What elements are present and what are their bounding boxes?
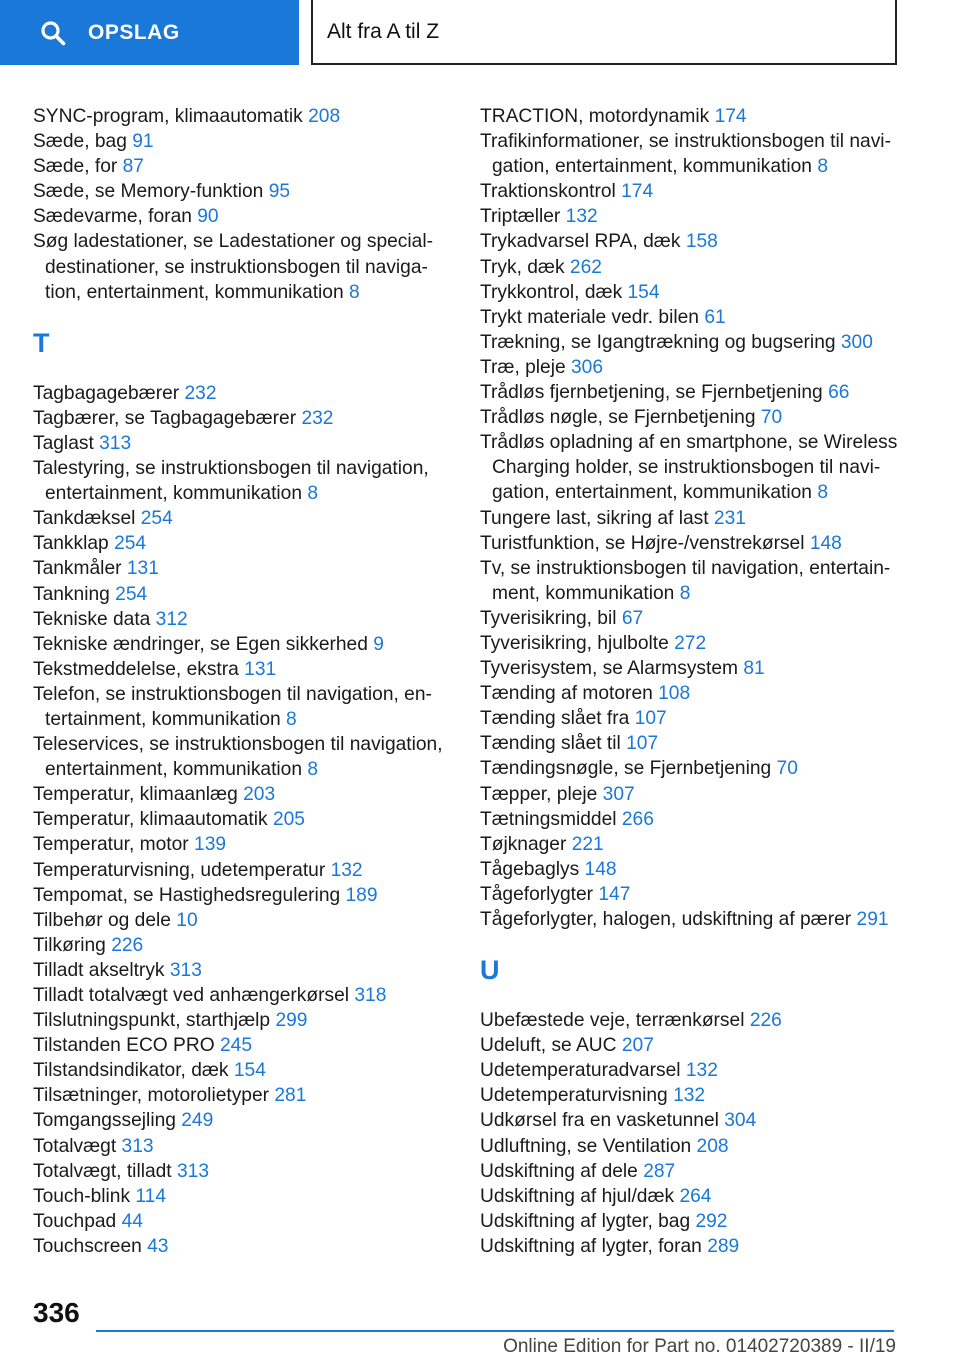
index-entry-text: Sæde, se Memory-funktion [33,181,264,203]
index-entry [33,958,448,983]
index-entry-text: Tagbærer, se Tagbagagebærer [33,407,297,429]
index-entry-text: Tagbagagebærer [33,382,180,404]
index-entry-text: Tankning [33,583,110,605]
page-link[interactable]: 95 [268,181,291,203]
page-link[interactable]: 131 [244,658,277,680]
page-link[interactable]: 291 [856,909,889,930]
index-entry-text: Trådløs opladning af en smartphone, se Wireless Charging holder, se instruktionsbogen til navigation, entertainment, kommunikation [480,432,898,504]
page-link[interactable]: 266 [621,808,654,830]
page-link[interactable]: 299 [275,1010,308,1032]
page-link[interactable]: 10 [176,909,198,931]
page-link[interactable]: 8 [286,708,297,730]
index-entry-text: Trådløs fjernbetjening, se Fjernbetjening [480,382,823,404]
index-entry [480,857,900,882]
index-entry-text: Tekniske data [33,608,151,630]
index-entry [480,606,900,631]
index-entry-text: Tøjknager [480,833,567,855]
index-entry [33,983,448,1008]
index-entry [33,607,448,632]
index-entry-text: Triptæller [480,206,561,228]
index-entry-text: Sæde, for [33,156,118,178]
index-entry [33,657,448,682]
index-entry-text: Touchpad [33,1210,117,1232]
page-link[interactable]: 148 [809,532,842,554]
page-link[interactable]: 313 [121,1135,154,1157]
index-entry-text: Sædevarme, foran [33,206,192,228]
index-entry-text: Udskiftning af lygter, bag [480,1210,691,1232]
index-entry [33,732,448,782]
page-link[interactable]: 289 [707,1235,740,1257]
index-entry-text: SYNC-program, klimaautomatik [33,106,303,127]
lookup-tab[interactable] [0,0,299,65]
index-entry-text: Tilsætninger, motorolietyper [33,1085,270,1107]
index-entry-text: Tågeforlygter, halogen, udskiftning af pærer [480,909,852,930]
page-link[interactable]: 91 [132,131,154,153]
index-entry [33,179,448,204]
page-link[interactable]: 254 [115,583,148,605]
index-entry-text: Udetemperaturvisning [480,1085,668,1107]
index-entry-text: Tilslutningspunkt, starthjælp [33,1010,271,1032]
index-entry [33,104,448,129]
index-entry-text: Tågebaglys [480,858,580,880]
index-entry-text: Touch-blink [33,1185,131,1207]
index-entry [33,858,448,883]
index-entry [33,1209,448,1234]
index-entry [480,882,900,907]
page-link[interactable]: 132 [673,1085,706,1107]
index-entry [480,1159,900,1184]
search-icon [40,20,66,46]
index-entry [33,782,448,807]
index-entry [480,631,900,656]
index-entry-text: Tænding slået fra [480,708,630,730]
page-link[interactable]: 264 [679,1185,712,1207]
index-entry-text: Tekniske ændringer, se Egen sikkerhed [33,633,368,655]
index-entry-text: Udskiftning af lygter, foran [480,1235,702,1257]
index-entry-text: Tilladt akseltryk [33,959,165,981]
index-entry [480,907,900,932]
index-entry [480,1033,900,1058]
index-entry [480,1234,900,1259]
page-link[interactable]: 107 [634,708,667,730]
page-link[interactable]: 174 [621,181,654,203]
index-entry-text: Turistfunktion, se Højre-/venstrekørsel [480,532,805,554]
index-entry [480,832,900,857]
page-link[interactable]: 61 [704,306,726,328]
index-entry [480,430,900,505]
index-entry-text: Tyverisikring, hjulbolte [480,632,669,654]
index-entry [33,908,448,933]
index-entry-text: Tilstandsindikator, dæk [33,1060,229,1082]
page-link[interactable]: 154 [627,281,660,303]
page-link[interactable]: 139 [194,834,227,856]
page-link[interactable]: 90 [197,206,219,228]
index-entry [480,656,900,681]
index-entry-text: Tilkøring [33,934,106,956]
index-entry [33,632,448,657]
page-link[interactable]: 9 [373,633,384,655]
index-entry [33,1184,448,1209]
page-link[interactable]: 8 [817,482,828,504]
page-link[interactable]: 70 [760,407,783,429]
page-link[interactable]: 207 [621,1035,654,1057]
index-entry-text: Tilladt totalvægt ved anhængerkørsel [33,985,350,1006]
index-entry-text: Trykkontrol, dæk [480,281,623,303]
index-entry [33,381,448,406]
index-entry [480,129,900,179]
index-entry-text: TRACTION, motordynamik [480,106,710,127]
page-link[interactable]: 262 [569,256,602,278]
index-letter-heading: U [480,955,500,986]
section-header [311,0,897,65]
index-entry [33,456,448,506]
index-entry-text: Temperatur, klimaautomatik [33,809,268,831]
index-entry [33,1108,448,1133]
page-link[interactable]: 67 [621,607,644,629]
page-link[interactable]: 107 [626,733,659,755]
index-entry [480,531,900,556]
index-entry [33,933,448,958]
index-entry [33,832,448,857]
page-link[interactable]: 66 [828,382,850,404]
index-entry-text: Taglast [33,432,94,454]
page-link[interactable]: 292 [695,1210,728,1232]
index-entry [480,756,900,781]
index-entry [480,556,900,606]
page-link[interactable]: 313 [99,432,132,454]
page-link[interactable]: 281 [274,1085,307,1107]
index-entry [480,1184,900,1209]
page-link[interactable]: 81 [743,658,765,680]
page-link[interactable]: 226 [749,1010,782,1032]
index-entry [480,204,900,229]
index-entry [480,1108,900,1133]
page-link[interactable]: 43 [147,1235,169,1257]
index-entry-text: Tankdæksel [33,508,136,530]
index-entry-text: Talestyring, se instruktionsbogen til navigation, entertainment, kommunikation [33,458,429,505]
index-entry [33,229,448,304]
index-entry [480,1209,900,1234]
index-entry-text: Tekstmeddelelse, ekstra [33,658,239,680]
index-entry-text: Udkørsel fra en vasketunnel [480,1110,719,1132]
index-entry-text: Tyverisikring, bil [480,607,617,629]
index-entry [33,1033,448,1058]
index-entry [480,104,900,129]
index-entry-text: Totalvægt, tilladt [33,1160,172,1182]
index-entry-text: Tv, se instruktionsbogen til navigation, entertainment, kommunikation [480,557,891,604]
page-link[interactable]: 131 [126,558,159,580]
page-link[interactable]: 8 [348,281,360,303]
page-link[interactable]: 231 [713,507,746,529]
index-entry [33,582,448,607]
index-entry [33,129,448,154]
index-entry-text: Tætningsmiddel [480,808,617,830]
index-entry [480,506,900,531]
index-entry-text: Tankmåler [33,558,122,580]
page-link[interactable]: 132 [685,1060,718,1082]
footer-divider [96,1330,894,1332]
page-link[interactable]: 287 [643,1160,676,1182]
index-entry [480,330,900,355]
index-entry [33,204,448,229]
index-entry [33,556,448,581]
index-entry-text: Trykadvarsel RPA, dæk [480,231,681,253]
page-link[interactable]: 232 [184,382,217,404]
page-link[interactable]: 205 [272,809,305,831]
index-entry [480,1058,900,1083]
page-link[interactable]: 221 [571,833,604,855]
index-entry [33,1134,448,1159]
index-entry [480,731,900,756]
index-entry-text: Touchscreen [33,1235,142,1257]
page-link[interactable]: 189 [345,884,378,906]
index-entry-text: Udskiftning af dele [480,1160,638,1182]
index-entry [33,1008,448,1033]
page-link[interactable]: 232 [301,407,334,429]
page-link[interactable]: 8 [679,582,691,604]
page-link[interactable]: 70 [776,758,798,780]
index-entry-text: Tungere last, sikring af last [480,507,709,529]
index-entry-text: Temperaturvisning, udetemperatur [33,859,326,881]
page-link[interactable]: 87 [122,156,144,178]
page-link[interactable]: 148 [584,858,617,880]
index-entry [480,1083,900,1108]
index-column-left [33,104,448,1259]
index-entry-text: Trykt materiale vedr. bilen [480,306,699,328]
page-link[interactable]: 254 [114,533,147,555]
index-entry-text: Træ, pleje [480,356,566,378]
index-entry-text: Tænding slået til [480,733,621,755]
index-entry [33,1159,448,1184]
index-entry-text: Udskiftning af hjul/dæk [480,1185,675,1207]
page-link[interactable]: 8 [817,156,828,178]
index-entry-text: Tænding af motoren [480,683,653,705]
index-entry-text: Temperatur, klimaanlæg [33,784,238,806]
page-link[interactable]: 8 [307,483,319,505]
page-link[interactable]: 158 [685,231,718,253]
page-link[interactable]: 44 [121,1210,143,1232]
index-entry [33,1058,448,1083]
index-entry-text: Tomgangssejling [33,1110,176,1132]
page-link[interactable]: 114 [135,1185,166,1207]
index-entry-text: Udetemperaturadvarsel [480,1060,681,1082]
index-entry-text: Tilstanden ECO PRO [33,1035,215,1057]
section-title: Alt fra A til Z [327,19,440,43]
index-entry-text: Temperatur, motor [33,834,189,856]
index-entry-text: Ubefæstede veje, terrænkørsel [480,1010,745,1032]
index-entry [33,531,448,556]
index-entry [33,506,448,531]
index-entry [33,682,448,732]
index-entry-text: Trækning, se Igangtrækning og bugsering [480,331,836,353]
page-number: 336 [33,1297,80,1328]
page-link[interactable]: 208 [308,106,341,127]
index-entry [480,1134,900,1159]
index-entry-text: Trafikinformationer, se instruktionsbogen til navigation, entertainment, kommunikation [480,131,891,178]
page-link[interactable]: 147 [598,883,631,905]
index-entry-text: Udeluft, se AUC [480,1035,617,1057]
page-link[interactable]: 132 [330,859,363,881]
index-entry [480,1008,900,1033]
page-link[interactable]: 300 [840,331,873,353]
index-entry [480,782,900,807]
index-entry [480,179,900,204]
page-link[interactable]: 108 [658,683,691,705]
index-entry [33,154,448,179]
page-link[interactable]: 304 [724,1110,757,1132]
index-entry [33,1234,448,1259]
index-entry [480,380,900,405]
index-entry-text: Tågeforlygter [480,883,594,905]
index-entry [33,431,448,456]
index-entry-text: Teleservices, se instruktionsbogen til navigation, entertainment, kommunikation [33,734,443,781]
index-entry-text: Udluftning, se Ventilation [480,1135,692,1157]
index-entry [480,706,900,731]
index-entry-text: Tempomat, se Hastighedsregulering [33,884,341,906]
edition-note: Online Edition for Part no. 01402720389 - II/19 [503,1336,896,1357]
page-link[interactable]: 313 [176,1160,209,1182]
index-entry [33,1083,448,1108]
page-link[interactable]: 226 [111,934,144,956]
page-link[interactable]: 154 [233,1060,266,1082]
index-entry [33,406,448,431]
index-entry-text: Sæde, bag [33,131,127,153]
page-link[interactable]: 306 [571,356,604,378]
index-entry [33,807,448,832]
lookup-tab-label: OPSLAG [88,20,180,44]
index-entry-text: Tankklap [33,533,109,555]
index-entry [480,305,900,330]
index-letter-heading: T [33,327,50,358]
index-entry-text: Trådløs nøgle, se Fjernbetjening [480,407,756,429]
page-link[interactable]: 312 [155,608,188,630]
index-entry [480,807,900,832]
page-link[interactable]: 8 [307,759,319,781]
page-link[interactable]: 313 [169,959,202,981]
index-entry [480,681,900,706]
index-entry-text: Traktionskontrol [480,181,616,203]
index-entry-text: Tændingsnøgle, se Fjernbetjening [480,758,772,780]
index-entry [480,280,900,305]
index-entry-text: Tyverisystem, se Alarmsystem [480,658,739,680]
index-entry-text: Telefon, se instruktionsbogen til navigation, entertainment, kommunikation [33,683,432,730]
index-entry-text: Tryk, dæk [480,256,565,278]
page-link[interactable]: 203 [243,784,276,806]
index-entry-text: Totalvægt [33,1135,117,1157]
page-link[interactable]: 249 [181,1110,214,1132]
index-entry [480,229,900,254]
index-entry-text: Søg ladestationer, se Ladestationer og specialdestinationer, se instruktionsbogen til navigation, entertainment, kommunikation [33,231,433,303]
index-entry-text: Tilbehør og dele [33,909,171,931]
index-entry [33,883,448,908]
page-link[interactable]: 272 [674,632,707,654]
page-link[interactable]: 318 [354,985,387,1006]
page-link[interactable]: 245 [219,1035,252,1057]
page-link[interactable]: 174 [714,106,747,127]
page-link[interactable]: 307 [602,783,635,805]
index-column-right [480,104,900,1259]
index-entry [480,355,900,380]
index-entry [480,255,900,280]
index-entry-text: Tæpper, pleje [480,783,598,805]
page-link[interactable]: 208 [696,1135,729,1157]
page-link[interactable]: 254 [140,508,173,530]
index-entry [480,405,900,430]
page-link[interactable]: 132 [565,206,598,228]
